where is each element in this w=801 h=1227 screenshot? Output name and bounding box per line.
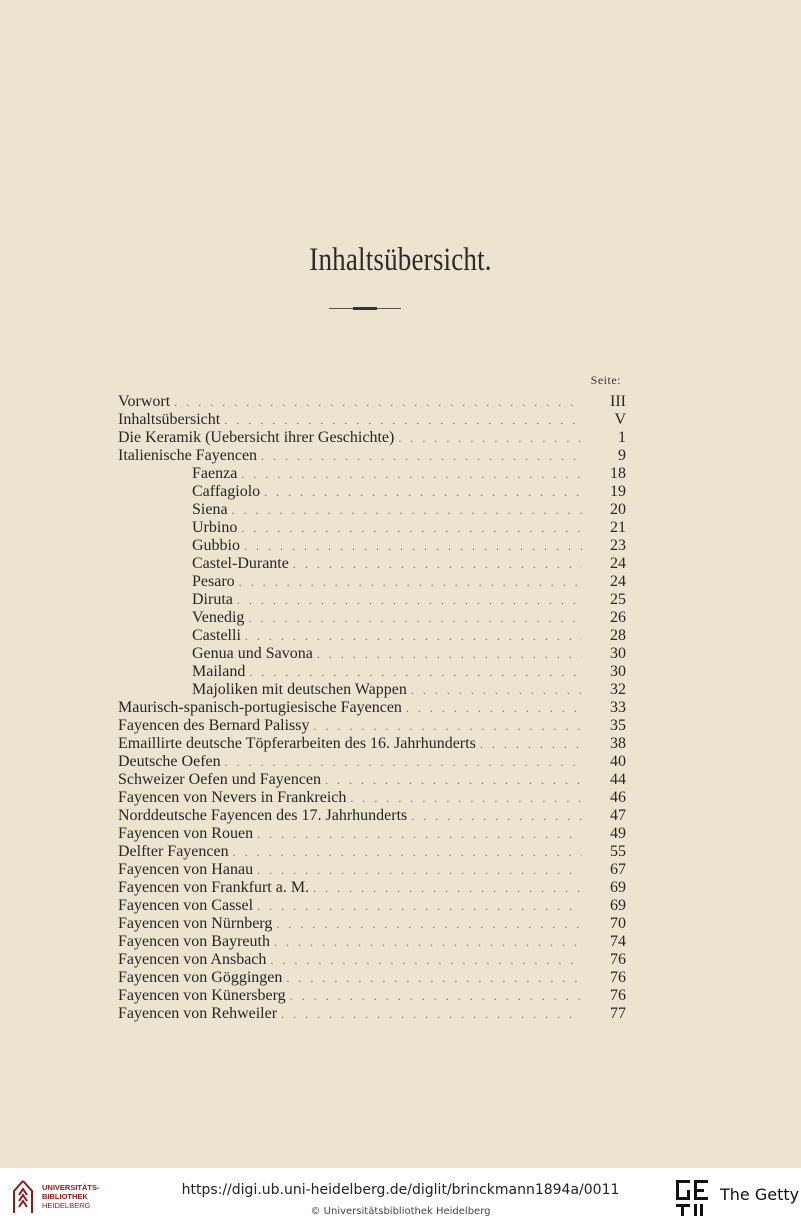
toc-entry-label: Majoliken mit deutschen Wappen: [192, 681, 407, 698]
leader-dots: [411, 807, 582, 825]
toc-entry: [118, 951, 626, 969]
toc-entry: [118, 447, 626, 465]
toc-entry: [192, 537, 626, 555]
toc-entry-label: Fayencen von Nevers in Frankreich: [118, 789, 347, 806]
toc-entry-page: 67: [610, 861, 626, 878]
toc-entry: [118, 411, 626, 429]
leader-dots: [281, 1005, 582, 1023]
leader-dots: [290, 987, 582, 1005]
source-url-link[interactable]: https://digi.ub.uni-heidelberg.de/diglit/brinckmann1894a/0011: [181, 1182, 620, 1198]
toc-entry-label: Fayencen des Bernard Palissy: [118, 717, 310, 734]
toc-entry: [192, 519, 626, 537]
toc-entry-label: Faenza: [192, 465, 238, 482]
toc-entry: [118, 843, 626, 861]
leader-dots: [224, 411, 582, 429]
toc-entry-page: 1: [618, 429, 626, 446]
toc-entry: [192, 483, 626, 501]
toc-entry-page: 35: [610, 717, 626, 734]
toc-entry-page: 26: [610, 609, 626, 626]
toc-entry: [192, 663, 626, 681]
toc-entry-page: 18: [610, 465, 626, 482]
toc-entry-page: 30: [610, 645, 626, 662]
toc-entry: [192, 501, 626, 519]
leader-dots: [244, 537, 582, 555]
library-name: UNIVERSITÄTS- BIBLIOTHEK HEIDELBERG: [42, 1183, 100, 1210]
toc-entry-page: 55: [610, 843, 626, 860]
leader-dots: [274, 933, 582, 951]
toc-entry-label: Deutsche Oefen: [118, 753, 221, 770]
toc-entry: [118, 717, 626, 735]
toc-entry: [118, 969, 626, 987]
toc-entry-label: Delfter Fayencen: [118, 843, 229, 860]
toc-entry: [118, 735, 626, 753]
toc-entry: [118, 1005, 626, 1023]
footer-bar: [0, 1168, 801, 1227]
toc-entry: [192, 681, 626, 699]
toc-entry-label: Mailand: [192, 663, 246, 680]
leader-dots: [249, 663, 582, 681]
leader-dots: [241, 465, 582, 483]
leader-dots: [257, 897, 582, 915]
leader-dots: [257, 861, 582, 879]
toc-entry-label: Die Keramik (Uebersicht ihrer Geschichte): [118, 429, 395, 446]
toc-entry: [118, 987, 626, 1005]
toc-entry-page: 23: [610, 537, 626, 554]
toc-entry-label: Pesaro: [192, 573, 235, 590]
toc-entry: [192, 609, 626, 627]
leader-dots: [270, 951, 582, 969]
toc-entry: [192, 591, 626, 609]
page-column-header: Seite:: [590, 373, 621, 387]
leader-dots: [174, 393, 582, 411]
toc-entry-label: Fayencen von Ansbach: [118, 951, 267, 968]
toc-entry-label: Italienische Fayencen: [118, 447, 258, 464]
toc-entry-page: III: [610, 393, 626, 410]
leader-dots: [480, 735, 582, 753]
toc-entry-label: Norddeutsche Fayencen des 17. Jahrhunderts: [118, 807, 408, 824]
leader-dots: [245, 627, 582, 645]
toc-entry-label: Fayencen von Cassel: [118, 897, 254, 914]
toc-entry-page: 74: [610, 933, 626, 950]
toc-entry: [118, 807, 626, 825]
toc-entry-label: Gubbio: [192, 537, 240, 554]
toc-entry-label: Fayencen von Bayreuth: [118, 933, 270, 950]
toc-entry: [192, 573, 626, 591]
toc-entry-page: 70: [610, 915, 626, 932]
leader-dots: [261, 447, 582, 465]
toc-entry-label: Schweizer Oefen und Fayencen: [118, 771, 322, 788]
toc-entry: [118, 915, 626, 933]
toc-entry-page: 77: [610, 1005, 626, 1022]
leader-dots: [276, 915, 582, 933]
copyright-notice: © Universitätsbibliothek Heidelberg: [310, 1206, 491, 1217]
toc-entry-label: Vorwort: [118, 393, 171, 410]
toc-entry-page: 49: [610, 825, 626, 842]
toc-entry: [118, 429, 626, 447]
toc-entry-label: Fayencen von Nürnberg: [118, 915, 273, 932]
toc-entry-label: Maurisch-spanisch-portugiesische Fayencen: [118, 699, 402, 716]
toc-entry: [118, 753, 626, 771]
toc-entry-page: 76: [610, 951, 626, 968]
toc-entry-page: 47: [610, 807, 626, 824]
page-title: Inhaltsübersicht.: [309, 242, 492, 278]
leader-dots: [313, 879, 582, 897]
leader-dots: [286, 969, 582, 987]
getty-label: The Getty: [720, 1185, 800, 1204]
toc-entry: [118, 861, 626, 879]
toc-entry-label: Genua und Savona: [192, 645, 313, 662]
toc-entry-label: Fayencen von Rehweiler: [118, 1005, 278, 1022]
leader-dots: [406, 699, 582, 717]
leader-dots: [225, 753, 582, 771]
toc-entry-label: Caffagiolo: [192, 483, 261, 500]
toc-entry-label: Fayencen von Hanau: [118, 861, 254, 878]
toc-entry-page: 24: [610, 555, 626, 572]
toc-entry-page: 9: [618, 447, 626, 464]
leader-dots: [264, 483, 582, 501]
toc-entry-page: 28: [610, 627, 626, 644]
leader-dots: [293, 555, 582, 573]
toc-entry: [192, 465, 626, 483]
toc-entry-page: 40: [610, 753, 626, 770]
leader-dots: [317, 645, 582, 663]
leader-dots: [239, 573, 582, 591]
leader-dots: [241, 519, 582, 537]
toc-entry-label: Diruta: [192, 591, 233, 608]
toc-entry-page: 46: [610, 789, 626, 806]
toc-entry-label: Fayencen von Frankfurt a. M.: [118, 879, 310, 896]
toc-entry: [192, 645, 626, 663]
toc-entry: [192, 555, 626, 573]
toc-entry-page: 32: [610, 681, 626, 698]
toc-entry-label: Urbino: [192, 519, 238, 536]
leader-dots: [350, 789, 582, 807]
toc-entry-label: Fayencen von Göggingen: [118, 969, 283, 986]
leader-dots: [248, 609, 582, 627]
toc-entry: [118, 825, 626, 843]
leader-dots: [411, 681, 582, 699]
toc-entry: [118, 897, 626, 915]
getty-logo-icon: [676, 1180, 708, 1216]
leader-dots: [237, 591, 582, 609]
toc-entry-page: 44: [610, 771, 626, 788]
toc-entry-page: 20: [610, 501, 626, 518]
toc-entry: [118, 771, 626, 789]
toc-entry-page: 25: [610, 591, 626, 608]
leader-dots: [257, 825, 582, 843]
toc-entry-label: Inhaltsübersicht: [118, 411, 221, 428]
toc-entry-page: 69: [610, 897, 626, 914]
toc-entry-label: Emaillirte deutsche Töpferarbeiten des 16. Jahrhunderts: [118, 735, 476, 752]
toc-entry-page: 21: [610, 519, 626, 536]
toc-entry: [118, 879, 626, 897]
toc-entry: [118, 933, 626, 951]
toc-entry-page: V: [614, 411, 626, 428]
toc-entry: [118, 789, 626, 807]
toc-entry-label: Fayencen von Rouen: [118, 825, 254, 842]
leader-dots: [232, 501, 582, 519]
toc-entry-label: Castelli: [192, 627, 241, 644]
title-divider: [329, 308, 401, 309]
leader-dots: [325, 771, 582, 789]
leader-dots: [233, 843, 582, 861]
toc-entry-page: 33: [610, 699, 626, 716]
leader-dots: [398, 429, 582, 447]
toc-entry-page: 69: [610, 879, 626, 896]
toc-entry-page: 38: [610, 735, 626, 752]
leader-dots: [314, 717, 582, 735]
toc-entry: [118, 393, 626, 411]
toc-entry-page: 76: [610, 987, 626, 1004]
toc-entry-page: 76: [610, 969, 626, 986]
toc-entry-page: 30: [610, 663, 626, 680]
toc-entry: [192, 627, 626, 645]
toc-entry: [118, 699, 626, 717]
toc-entry-label: Castel-Durante: [192, 555, 289, 572]
toc-entry-label: Venedig: [192, 609, 245, 626]
toc-entry-page: 19: [610, 483, 626, 500]
toc-entry-label: Fayencen von Künersberg: [118, 987, 286, 1004]
toc-entry-page: 24: [610, 573, 626, 590]
toc-entry-label: Siena: [192, 501, 228, 518]
